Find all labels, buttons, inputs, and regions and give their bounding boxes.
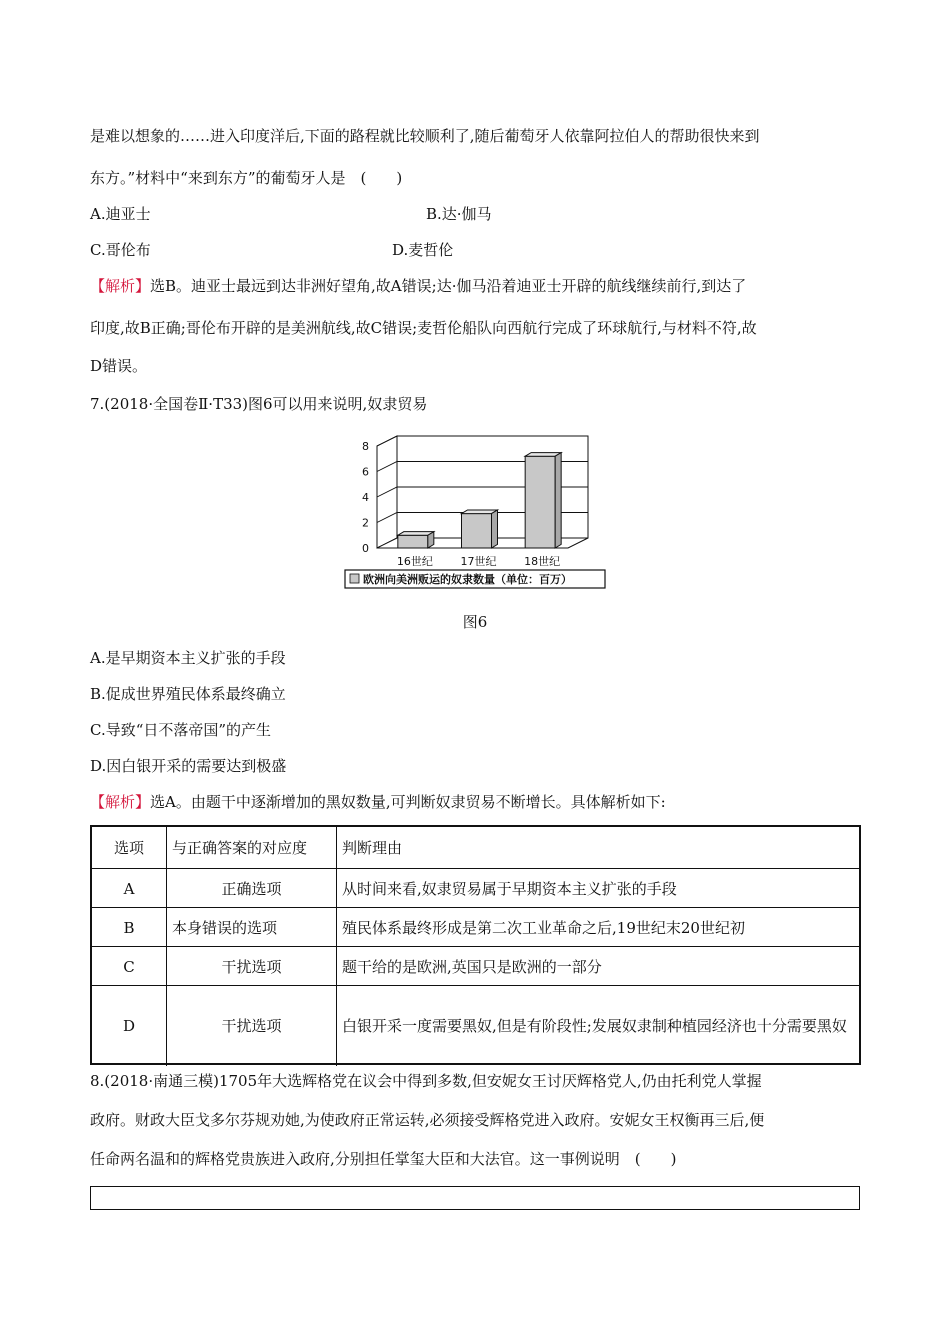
analysis-tag: 【解析】 (90, 277, 151, 295)
row-option: B (92, 908, 167, 947)
x-tick-label: 17世纪 (460, 555, 497, 568)
y-tick-label: 8 (362, 440, 369, 453)
y-tick-label: 4 (362, 491, 369, 504)
q8-stem-line-3: 任命两名温和的辉格党贵族进入政府,分别担任掌玺大臣和大法官。这一事例说明 ( ) (90, 1150, 677, 1168)
y-tick-label: 2 (362, 516, 369, 530)
chart-x-ticks (397, 554, 560, 568)
q6-analysis-line-3: D错误。 (90, 357, 148, 375)
bar-2 (462, 514, 492, 548)
chart-legend (345, 570, 605, 588)
q6-option-c: C.哥伦布 (90, 241, 151, 259)
q6-analysis-line-1 (90, 276, 746, 296)
analysis-tag: 【解析】 (90, 793, 151, 811)
x-tick-label: 16世纪 (396, 555, 433, 568)
row-reason: 殖民体系最终形成是第二次工业革命之后,19世纪末20世纪初 (342, 918, 745, 937)
row-option: A (92, 869, 167, 908)
q7-option-a: A.是早期资本主义扩张的手段 (90, 649, 286, 667)
table-row (92, 985, 859, 1066)
row-correspondence: 干扰选项 (167, 947, 337, 986)
y-tick-label: 0 (362, 542, 369, 555)
row-reason: 白银开采一度需要黑奴,但是有阶段性;发展奴隶制种植园经济也十分需要黑奴 (342, 1017, 847, 1035)
row-correspondence: 干扰选项 (167, 986, 337, 1066)
row-option: C (92, 947, 167, 986)
x-tick-label: 18世纪 (524, 555, 561, 568)
header-option: 选项 (92, 827, 167, 868)
y-tick-label: 6 (362, 465, 369, 479)
q8-stem-line-1: 8.(2018·南通三模)1705年大选辉格党在议会中得到多数,但安妮女王讨厌辉格党人,仍由托利党人掌握 (90, 1072, 762, 1090)
legend-swatch (350, 574, 359, 583)
legend-label: 欧洲向美洲贩运的奴隶数量（单位：百万） (363, 573, 572, 586)
bar-side-3 (555, 453, 561, 548)
table-row (92, 946, 859, 986)
q6-stem-line-2: 东方。”材料中“来到东方”的葡萄牙人是 ( ) (90, 169, 403, 187)
row-option: D (92, 986, 167, 1066)
slave-trade-bar-chart (340, 430, 610, 595)
q8-stem-line-2: 政府。财政大臣戈多尔芬规劝她,为使政府正常运转,必须接受辉格党进入政府。安妮女王权衡再三后,便 (90, 1111, 765, 1129)
q7-option-c: C.导致“日不落帝国”的产生 (90, 721, 272, 739)
header-reason: 判断理由 (342, 838, 403, 857)
row-correspondence: 本身错误的选项 (167, 908, 337, 947)
q7-analysis (90, 792, 666, 812)
q7-analysis-text: 选A。由题干中逐渐增加的黑奴数量,可判断奴隶贸易不断增长。具体解析如下: (150, 793, 666, 811)
chart-y-ticks (362, 440, 369, 555)
header-correspondence: 与正确答案的对应度 (167, 827, 337, 868)
figure-caption: 图6 (462, 613, 488, 631)
table-row (92, 907, 859, 947)
q6-analysis-text: 选B。迪亚士最远到达非洲好望角,故A错误;达·伽马沿着迪亚士开辟的航线继续前行,到达了 (150, 277, 747, 295)
q6-option-d: D.麦哲伦 (392, 241, 454, 259)
q6-option-b: B.达·伽马 (426, 205, 492, 223)
q6-analysis-line-2: 印度,故B正确;哥伦布开辟的是美洲航线,故C错误;麦哲伦船队向西航行完成了环球航行,与材料不符,故 (90, 319, 757, 337)
bar-3 (525, 456, 555, 548)
analysis-table (90, 825, 861, 1065)
q6-stem-line-1: 是难以想象的……进入印度洋后,下面的路程就比较顺利了,随后葡萄牙人依靠阿拉伯人的帮助很快来到 (90, 127, 760, 145)
q7-stem: 7.(2018·全国卷Ⅱ·T33)图6可以用来说明,奴隶贸易 (90, 395, 428, 413)
q7-option-b: B.促成世界殖民体系最终确立 (90, 685, 286, 703)
q7-option-d: D.因白银开采的需要达到极盛 (90, 757, 287, 775)
answer-box (90, 1186, 860, 1210)
bar-1 (398, 535, 428, 548)
row-reason: 从时间来看,奴隶贸易属于早期资本主义扩张的手段 (342, 879, 677, 898)
table-row (92, 868, 859, 908)
bar-side-2 (492, 510, 498, 548)
row-reason: 题干给的是欧洲,英国只是欧洲的一部分 (342, 957, 602, 976)
table-header-row (92, 827, 859, 868)
row-correspondence: 正确选项 (167, 869, 337, 908)
q6-option-a: A.迪亚士 (90, 205, 151, 223)
